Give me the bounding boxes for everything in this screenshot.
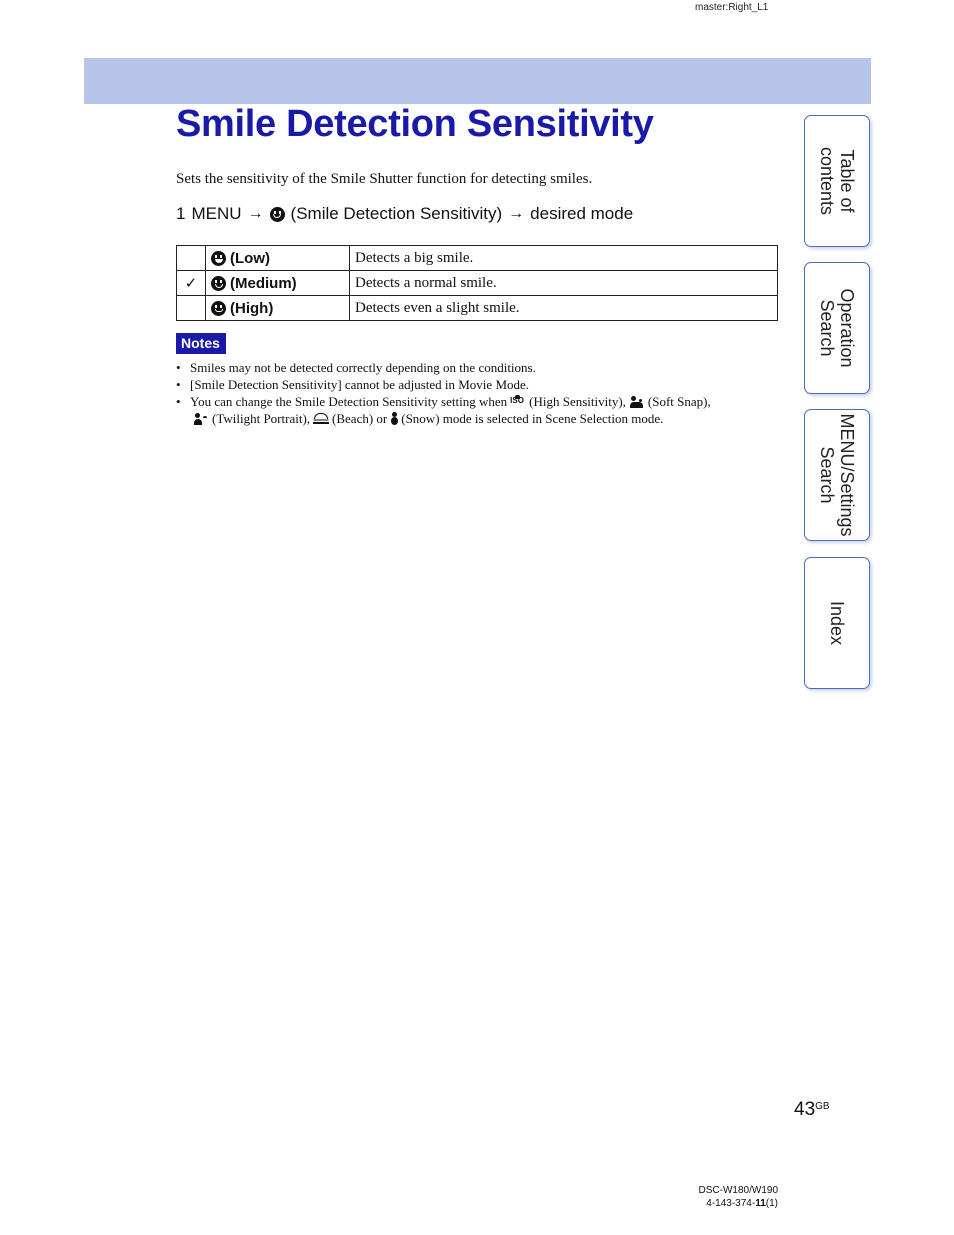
- mode-cell: [206, 271, 350, 296]
- page-title: Smile Detection Sensitivity: [176, 103, 654, 145]
- page-number: [794, 1099, 830, 1121]
- code-bold: 11: [755, 1198, 766, 1209]
- arrow-icon: →: [508, 205, 525, 222]
- menu-label: MENU: [191, 204, 242, 223]
- mode-description: Detects a normal smile.: [350, 271, 778, 296]
- tab-label: contents: [817, 146, 837, 216]
- note-text: (Soft Snap),: [647, 394, 711, 409]
- tab-operation-search[interactable]: [804, 262, 870, 394]
- table-row: [177, 296, 778, 321]
- tab-label: Operation: [837, 288, 857, 368]
- list-item: • Smiles may not be detected correctly depending on the conditions.: [176, 359, 780, 376]
- big-smile-icon: [211, 251, 226, 266]
- check-cell: [177, 271, 206, 296]
- header-band: [84, 58, 871, 104]
- list-item: • [Smile Detection Sensitivity] cannot be adjusted in Movie Mode.: [176, 376, 780, 393]
- smile-detection-icon: [270, 207, 285, 222]
- notes-list: [176, 359, 780, 427]
- step-number: 1: [176, 204, 186, 223]
- mode-label-medium: (Medium): [230, 274, 297, 292]
- note-text: (Twilight Portrait),: [212, 411, 311, 426]
- note-text: (Snow) mode is selected in Scene Selection mode.: [401, 411, 664, 426]
- note-text: (Beach) or: [332, 411, 388, 426]
- mode-cell: [206, 246, 350, 271]
- page-suffix: GB: [815, 1101, 830, 1112]
- tab-table-of-contents[interactable]: [804, 115, 870, 247]
- beach-icon: [313, 412, 329, 425]
- tab-label: MENU/Settings: [837, 413, 857, 537]
- tab-label: Search: [817, 299, 837, 357]
- mode-description: Detects a big smile.: [350, 246, 778, 271]
- master-label: master:Right_L1: [695, 2, 769, 13]
- high-sensitivity-icon: [510, 395, 526, 408]
- sensitivity-table: [176, 245, 778, 321]
- mode-cell: [206, 296, 350, 321]
- table-row: [177, 246, 778, 271]
- menu-item-label: (Smile Detection Sensitivity): [290, 204, 503, 223]
- notes-badge: Notes: [176, 333, 226, 354]
- list-item: [176, 393, 780, 427]
- tab-label: Index: [827, 600, 847, 646]
- arrow-icon: →: [247, 205, 264, 222]
- normal-smile-icon: [211, 276, 226, 291]
- part-code: [690, 1197, 778, 1210]
- mode-description: Detects even a slight smile.: [350, 296, 778, 321]
- page-number-value: 43: [794, 1099, 816, 1120]
- code-prefix: 4-143-374-: [706, 1198, 756, 1209]
- checkmark-icon: ✓: [184, 275, 198, 292]
- model-name: DSC-W180/W190: [698, 1185, 778, 1196]
- check-cell: [177, 296, 206, 321]
- model-info: [690, 1184, 778, 1210]
- mode-label-high: (High): [230, 299, 274, 317]
- note-text: You can change the Smile Detection Sensitivity setting when: [190, 394, 508, 409]
- note-text: (High Sensitivity),: [529, 394, 626, 409]
- tab-menu-settings-search[interactable]: [804, 409, 870, 541]
- table-row: [177, 271, 778, 296]
- twilight-portrait-icon: [193, 412, 209, 425]
- tab-index[interactable]: [804, 557, 870, 689]
- menu-step: [176, 204, 633, 224]
- mode-label-low: (Low): [230, 249, 270, 267]
- slight-smile-icon: [211, 301, 226, 316]
- target-label: desired mode: [530, 204, 634, 223]
- snow-icon: [390, 412, 398, 425]
- code-suffix: (1): [765, 1198, 778, 1209]
- check-cell: [177, 246, 206, 271]
- tab-label: Table of: [837, 149, 857, 213]
- soft-snap-icon: [629, 395, 645, 408]
- tab-label: Search: [817, 446, 837, 504]
- intro-text: Sets the sensitivity of the Smile Shutter function for detecting smiles.: [176, 171, 593, 187]
